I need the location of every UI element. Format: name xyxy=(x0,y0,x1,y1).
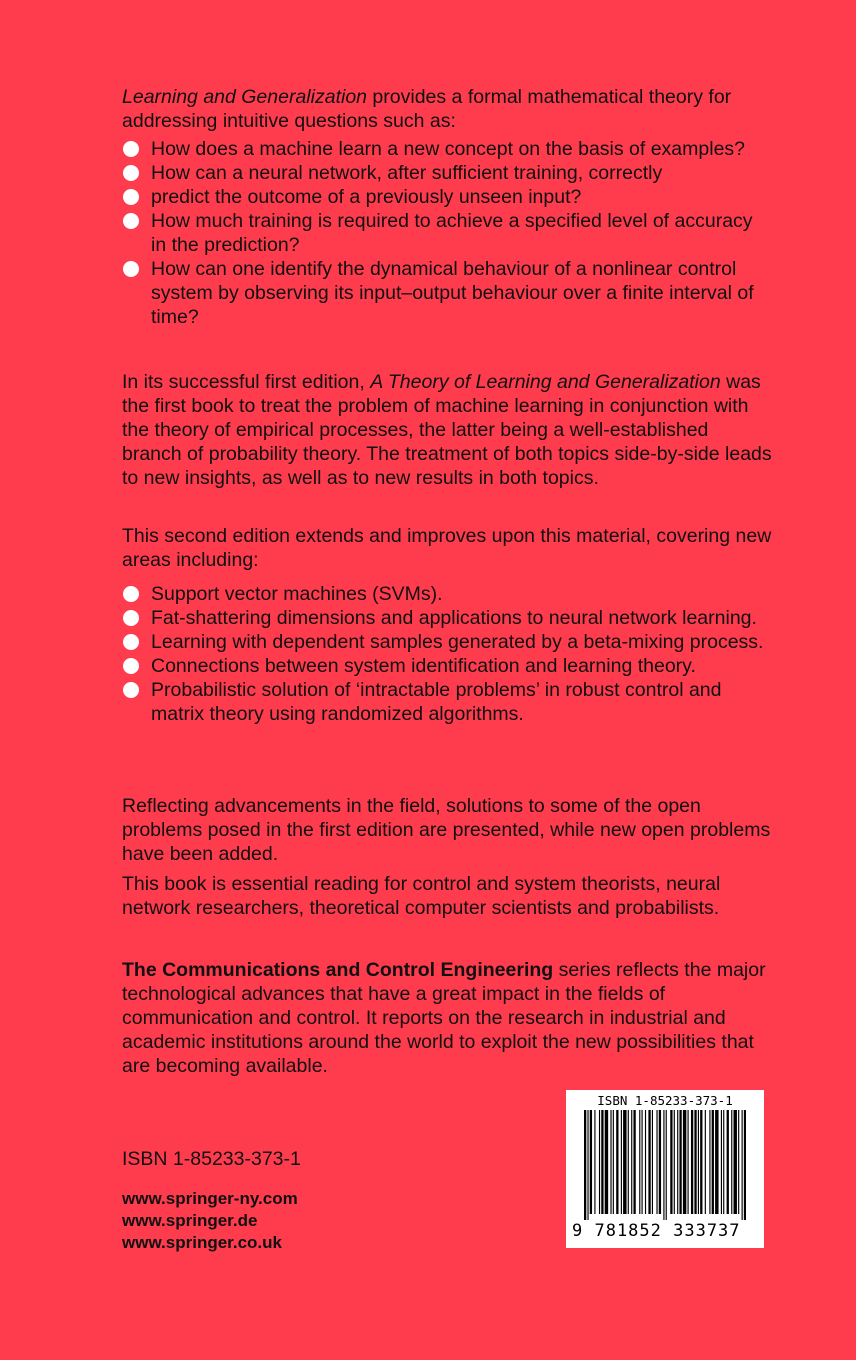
first-edition-title-italic: A Theory of Learning and Generalization xyxy=(370,371,721,393)
intro-section xyxy=(122,85,772,329)
barcode-bar xyxy=(683,1110,686,1214)
barcode-bar xyxy=(715,1110,718,1214)
barcode-bar xyxy=(652,1110,653,1214)
series-name-bold: The Communications and Control Engineering xyxy=(122,959,554,981)
barcode-bar xyxy=(705,1110,706,1214)
series-description: series reflects the major technological advances that have a great impact in the fields of communication and control. It reports on the research in industrial and academic institutions around the world to exploit the new possibilities that are becoming available. xyxy=(122,959,766,1077)
paragraph-rest: was the first book to treat the problem of machine learning in conjunction with the theory of empirical processes, the latter being a well-established branch of probability theory. The treatment of both topics side-by-side leads to new insights, as well as to new results in both topics. xyxy=(122,371,772,489)
barcode-bar xyxy=(677,1110,678,1214)
barcode-isbn-text: ISBN 1-85233-373-1 xyxy=(597,1093,733,1108)
list-item: How can a neural network, after sufficient training, correctly xyxy=(122,161,772,185)
barcode-bar xyxy=(700,1110,702,1214)
barcode-bar xyxy=(723,1110,724,1214)
series-paragraph xyxy=(122,958,772,1078)
barcode-bar xyxy=(642,1110,643,1214)
barcode-bar xyxy=(731,1110,732,1214)
barcode-bar xyxy=(633,1110,635,1214)
second-edition-section xyxy=(122,524,772,726)
barcode-bar xyxy=(679,1110,681,1214)
barcode-bar xyxy=(639,1110,640,1214)
first-edition-paragraph xyxy=(122,370,772,490)
barcode-icon xyxy=(584,1110,746,1220)
book-title-italic: Learning and Generalization xyxy=(122,86,368,108)
url-link[interactable]: www.springer.co.uk xyxy=(122,1233,282,1252)
new-areas-list xyxy=(122,582,772,726)
list-item: predict the outcome of a previously unseen input? xyxy=(122,185,772,209)
barcode-bar xyxy=(712,1110,714,1214)
barcode-bar xyxy=(688,1110,689,1214)
list-item: Learning with dependent samples generated by a beta-mixing process. xyxy=(122,630,772,654)
barcode-bar xyxy=(605,1110,608,1214)
list-item: How can one identify the dynamical behaviour of a nonlinear control system by observing its input–output behaviour over a finite interval of time? xyxy=(122,257,772,329)
list-item: How does a machine learn a new concept on the basis of examples? xyxy=(122,137,772,161)
barcode-bar xyxy=(656,1110,657,1214)
barcode-bar xyxy=(738,1110,739,1214)
barcode-bar xyxy=(610,1110,611,1214)
intro-paragraph xyxy=(122,85,772,133)
barcode-bar xyxy=(623,1110,626,1214)
barcode-bar xyxy=(584,1110,586,1220)
barcode-bar xyxy=(674,1110,675,1214)
advancements-paragraph: Reflecting advancements in the field, solutions to some of the open problems posed in the first edition are presented, while new open problems have been added. xyxy=(122,795,771,865)
barcode-bar xyxy=(645,1110,646,1214)
isbn-label: ISBN 1-85233-373-1 xyxy=(122,1148,301,1170)
barcode-bar xyxy=(721,1110,722,1214)
questions-list xyxy=(122,137,772,329)
barcode-bar xyxy=(663,1110,664,1220)
barcode-bar xyxy=(621,1110,622,1214)
publisher-urls xyxy=(122,1188,298,1254)
barcode-bar xyxy=(628,1110,629,1214)
barcode-bar xyxy=(631,1110,632,1214)
url-link[interactable]: www.springer.de xyxy=(122,1211,258,1230)
barcode-digits: 9 781852 333737 xyxy=(572,1221,741,1241)
audience-paragraph: This book is essential reading for control and system theorists, neural network researchers, theoretical computer scientists and probabilists. xyxy=(122,873,721,919)
barcode-bar xyxy=(648,1110,650,1214)
barcode-bar xyxy=(744,1110,746,1220)
barcode-bar xyxy=(587,1110,588,1220)
barcode-bar xyxy=(694,1110,696,1214)
intro-text: provides a formal mathematical theory for addressing intuitive questions such as: xyxy=(122,86,732,132)
barcode-bar xyxy=(727,1110,729,1214)
url-link[interactable]: www.springer-ny.com xyxy=(122,1189,298,1208)
barcode-label xyxy=(566,1090,764,1248)
barcode-bar xyxy=(601,1110,603,1214)
paragraph-lead: In its successful first edition, xyxy=(122,371,371,393)
barcode-bar xyxy=(666,1110,667,1220)
barcode-bar xyxy=(742,1110,743,1220)
barcode-bar xyxy=(734,1110,737,1214)
barcode-bar xyxy=(616,1110,618,1214)
barcode-bar xyxy=(670,1110,672,1214)
barcode-bar xyxy=(698,1110,699,1214)
second-edition-paragraph: This second edition extends and improves upon this material, covering new areas including: xyxy=(122,525,772,571)
barcode-bar xyxy=(594,1110,595,1214)
list-item: Fat-shattering dimensions and applications to neural network learning. xyxy=(122,606,772,630)
barcode-bar xyxy=(659,1110,661,1214)
list-item: How much training is required to achieve a specified level of accuracy in the prediction? xyxy=(122,209,772,257)
list-item: Connections between system identification and learning theory. xyxy=(122,654,772,678)
barcode-bar xyxy=(691,1110,693,1214)
barcode-bar xyxy=(709,1110,710,1214)
barcode-bar xyxy=(613,1110,614,1214)
barcode-bar xyxy=(599,1110,600,1214)
list-item: Support vector machines (SVMs). xyxy=(122,582,772,606)
barcode-bar xyxy=(590,1110,592,1214)
list-item: Probabilistic solution of ‘intractable problems’ in robust control and matrix theory using randomized algorithms. xyxy=(122,678,772,726)
